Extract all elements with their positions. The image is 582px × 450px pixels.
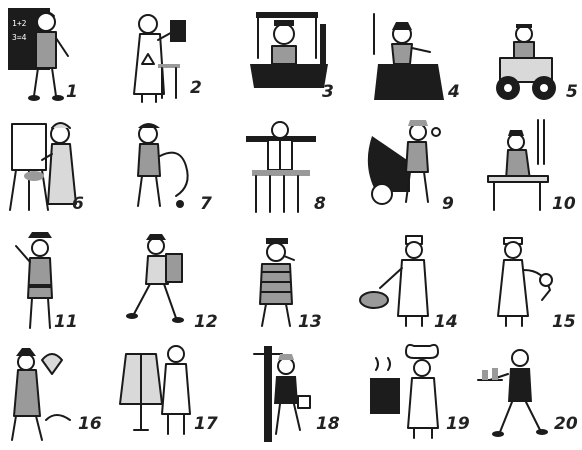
figure-19 [356, 340, 470, 450]
figure-number: 20 [554, 414, 578, 434]
figure-14 [356, 230, 470, 340]
sailor-with-pipe-icon [236, 230, 350, 340]
svg-text:1+2: 1+2 [12, 19, 27, 28]
figure-number: 2 [190, 78, 202, 98]
figure-1 [2, 4, 116, 114]
figure-15 [468, 230, 582, 340]
figure-number: 5 [566, 82, 578, 102]
doctor-in-white-coat-icon [118, 4, 232, 114]
figure-number: 7 [200, 194, 212, 214]
figure-number: 18 [316, 414, 340, 434]
figure-number: 6 [72, 194, 84, 214]
figure-17 [118, 340, 232, 450]
figure-3 [236, 4, 350, 114]
figure-number: 16 [78, 414, 102, 434]
figure-number: 8 [314, 194, 326, 214]
figure-number: 13 [298, 312, 322, 332]
figure-number: 17 [194, 414, 218, 434]
figure-7 [118, 116, 232, 226]
salesperson-at-counter-icon [236, 116, 350, 226]
figure-number: 9 [442, 194, 454, 214]
figure-number: 19 [446, 414, 470, 434]
painter-at-easel-icon [2, 116, 116, 226]
figure-5 [468, 4, 582, 114]
figure-number: 14 [434, 312, 458, 332]
figure-10 [468, 116, 582, 226]
figure-number: 10 [552, 194, 576, 214]
figure-number: 15 [552, 312, 576, 332]
teacher-at-blackboard-icon [2, 4, 116, 114]
figure-number: 12 [194, 312, 218, 332]
figure-number: 3 [322, 82, 334, 102]
figure-18 [236, 340, 350, 450]
figure-2 [118, 4, 232, 114]
figure-6 [2, 116, 116, 226]
figure-13 [236, 230, 350, 340]
figure-number: 11 [54, 312, 78, 332]
figure-number: 4 [448, 82, 460, 102]
figure-20 [468, 340, 582, 450]
firefighter-with-hose-icon [118, 116, 232, 226]
figure-number: 1 [66, 82, 78, 102]
tractor-driver-icon [468, 4, 582, 114]
figure-8 [236, 116, 350, 226]
figure-16 [2, 340, 116, 450]
figure-11 [2, 230, 116, 340]
figure-9 [356, 116, 470, 226]
figure-4 [356, 4, 470, 114]
figure-12 [118, 230, 232, 340]
svg-text:3=4: 3=4 [12, 33, 27, 42]
